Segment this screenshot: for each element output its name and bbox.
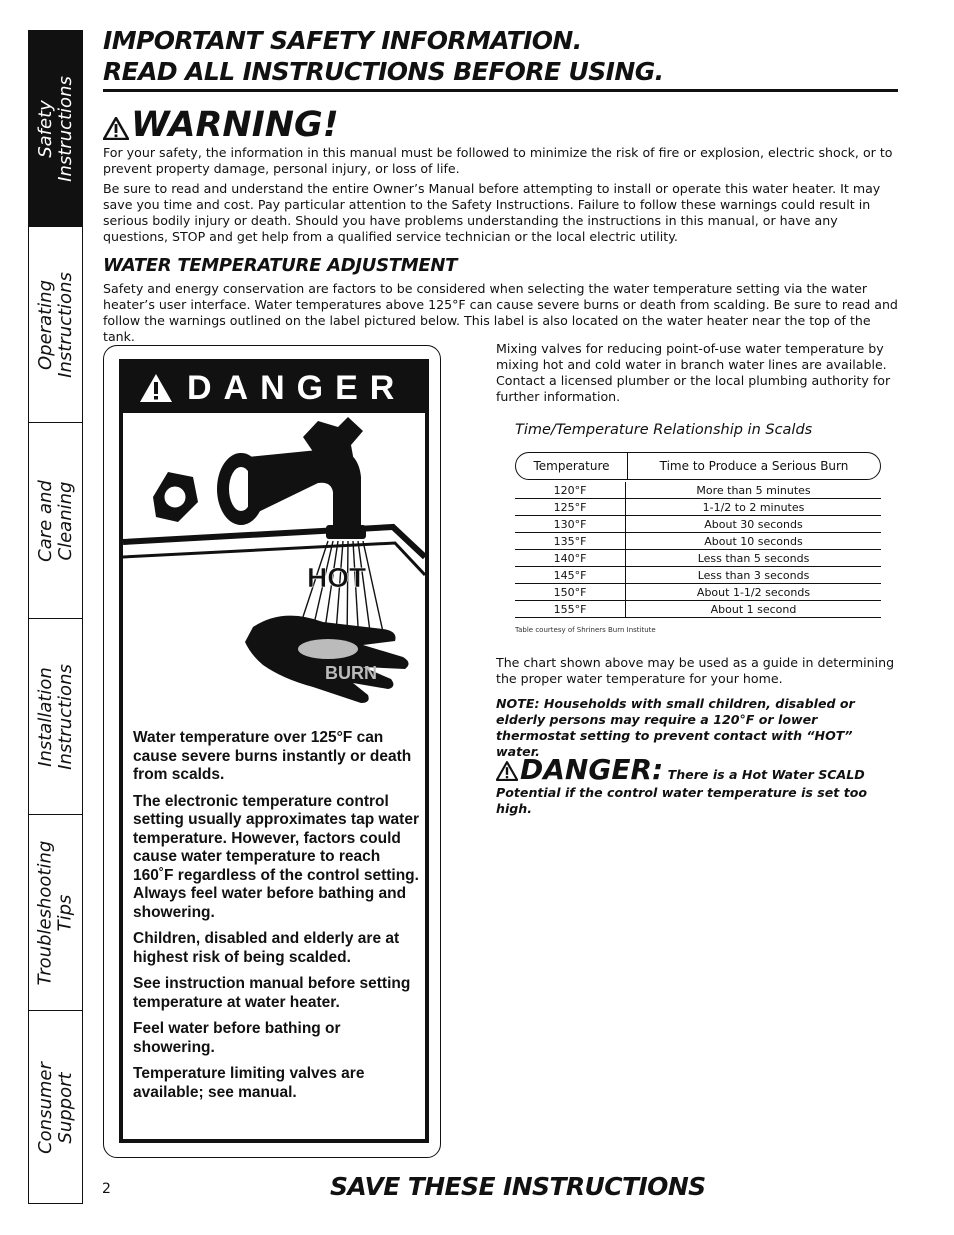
tab-label: Operating Instructions (34, 271, 76, 378)
cell-temperature: 140°F (515, 550, 626, 566)
table-row (515, 516, 881, 533)
table-row (515, 584, 881, 601)
cell-temperature: 150°F (515, 584, 626, 600)
danger-scald-note (496, 755, 898, 817)
tab-troubleshooting-tips[interactable] (29, 815, 82, 1011)
cell-temperature: 135°F (515, 533, 626, 549)
warning-heading (103, 104, 339, 146)
table-credit: Table courtesy of Shriners Burn Institute (515, 626, 656, 634)
table-row (515, 482, 881, 499)
cell-time: About 10 seconds (704, 534, 803, 548)
households-note: NOTE: Households with small children, disabled or elderly persons may require a 120°F or lower thermostat setting to prevent contact with “HOT” water. (496, 696, 855, 759)
table-row (515, 550, 881, 567)
faucet-handle-left (153, 472, 198, 522)
cell-time: 1-1/2 to 2 minutes (702, 500, 805, 514)
burn-text: BURN (325, 663, 377, 683)
danger-note-text: There is a Hot Water SCALD Potential if the control water temperature is set too high. (496, 767, 868, 816)
cell-temperature: 145°F (515, 567, 626, 583)
section-tabs (28, 30, 83, 1204)
scald-table (515, 452, 881, 618)
scald-table-header (515, 452, 881, 480)
save-instructions-footer: SAVE THESE INSTRUCTIONS (330, 1172, 706, 1201)
column-header-time: Time to Produce a Serious Burn (659, 459, 849, 473)
chart-guide-paragraph: The chart shown above may be used as a guide in determining the proper water temperature for your home. (496, 655, 895, 686)
tab-label: Care and Cleaning (34, 479, 76, 562)
table-row (515, 499, 881, 516)
cell-temperature: 155°F (515, 601, 626, 617)
table-row (515, 567, 881, 584)
faucet (217, 417, 366, 539)
cell-time: Less than 3 seconds (697, 568, 810, 582)
cell-temperature: 120°F (515, 482, 626, 498)
cell-time: More than 5 minutes (696, 483, 811, 497)
cell-time: Less than 5 seconds (697, 551, 810, 565)
water-temp-heading: WATER TEMPERATURE ADJUSTMENT (103, 255, 458, 276)
faucet-hand-illustration (123, 417, 425, 713)
page-header (103, 25, 898, 87)
warning-paragraph-2: Be sure to read and understand the entire Owner’s Manual before attempting to install or operate this water heater. It may save you time and cost. Pay particular attention to the Safety Instructions. Failure to follow these warnings could result in serious bodily injury or death. Should you have problems understanding the instructions in this manual, or have any questions, STOP and get help from a qualified service technician or the local electric utility. (103, 181, 881, 244)
warning-paragraph-1: For your safety, the information in this manual must be followed to minimize the risk of fire or explosion, electric shock, or to prevent property damage, personal injury, or loss of life. (103, 145, 893, 176)
mixing-valves-paragraph: Mixing valves for reducing point-of-use water temperature by mixing hot and cold water in branch water lines are available. Contact a licensed plumber or the local plumbing authority for further information. (496, 341, 891, 404)
tab-label: Consumer Support (34, 1062, 76, 1154)
cell-time: About 1-1/2 seconds (696, 585, 811, 599)
cell-time: About 1 second (710, 602, 797, 616)
tab-label: Installation Instructions (34, 663, 76, 770)
table-row (515, 601, 881, 618)
table-row (515, 533, 881, 550)
danger-word: DANGER: (520, 753, 664, 786)
tab-consumer-support[interactable] (29, 1011, 82, 1205)
danger-label-image (103, 345, 441, 1158)
tab-label: Safety Instructions (34, 75, 76, 182)
header-line-2: READ ALL INSTRUCTIONS BEFORE USING. (103, 57, 664, 86)
hand-icon (245, 616, 409, 703)
column-header-temperature: Temperature (516, 453, 628, 479)
warning-triangle-icon (496, 761, 518, 781)
tab-installation-instructions[interactable] (29, 619, 82, 815)
danger-label-line: See instruction manual before setting temperature at water heater. (133, 975, 411, 1011)
warning-triangle-icon (103, 117, 129, 140)
water-temp-paragraph: Safety and energy conservation are factors to be considered when selecting the water temperature setting via the water heater’s user interface. Water temperatures above 125°F can cause severe burns or death from scalding. Be sure to read and follow the warnings outlined on the label pictured below. This label is also located on the water heater near the top of the tank. (103, 281, 898, 344)
danger-label-frame (119, 359, 429, 1143)
cell-temperature: 125°F (515, 499, 626, 515)
tab-care-and-cleaning[interactable] (29, 423, 82, 619)
danger-label-line: Children, disabled and elderly are at highest risk of being scalded. (133, 930, 400, 966)
warning-heading-text: WARNING! (131, 105, 339, 145)
danger-label-line: Temperature limiting valves are available; see manual. (133, 1065, 365, 1101)
hot-text: HOT (307, 562, 367, 593)
page-number: 2 (102, 1181, 111, 1197)
tab-operating-instructions[interactable] (29, 227, 82, 423)
danger-label-line: The electronic temperature control setting usually approximates tap water temperature. However, factors could cause water temperature to reach 160˚F regardless of the control setting. Always feel water before bathing and showering. (133, 792, 419, 921)
scald-table-title: Time/Temperature Relationship in Scalds (515, 422, 813, 438)
danger-label-text (133, 729, 423, 1110)
header-divider (103, 89, 898, 92)
danger-title: DANGER (187, 368, 407, 407)
danger-label-line: Water temperature over 125°F can cause severe burns instantly or death from scalds. (133, 729, 412, 783)
cell-time: About 30 seconds (704, 517, 803, 531)
cell-temperature: 130°F (515, 516, 626, 532)
danger-triangle-icon (139, 373, 173, 403)
header-line-1: IMPORTANT SAFETY INFORMATION. (103, 26, 582, 55)
danger-label-line: Feel water before bathing or showering. (133, 1020, 341, 1056)
tab-safety-instructions[interactable] (29, 31, 82, 227)
danger-banner (123, 363, 425, 413)
tab-label: Troubleshooting Tips (34, 840, 76, 985)
